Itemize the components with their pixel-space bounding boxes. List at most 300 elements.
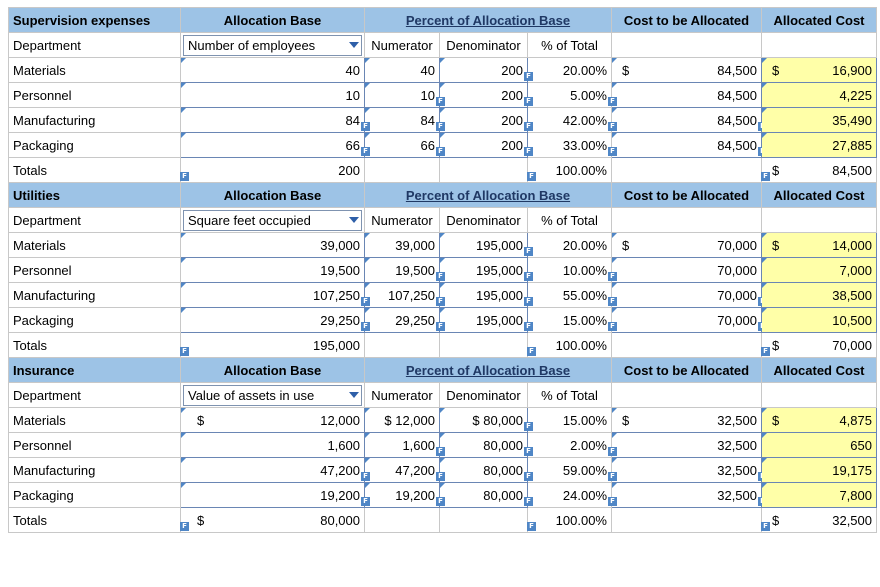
denominator-value[interactable]: 80,000 — [483, 437, 523, 453]
allocated-cost-input[interactable] — [762, 258, 877, 283]
totals-row — [9, 158, 877, 183]
input-marker-icon — [612, 58, 617, 63]
currency-symbol: $ — [197, 512, 205, 528]
numerator-input[interactable] — [365, 433, 443, 458]
percent-of-total — [528, 283, 615, 308]
sub-den: Denominator — [446, 37, 521, 53]
percent-of-total — [528, 133, 615, 158]
numerator-value[interactable]: 19,500 — [395, 262, 435, 278]
denominator-value[interactable]: 195,000 — [476, 262, 523, 278]
input-marker-icon — [365, 308, 370, 313]
cost-to-allocate-input[interactable] — [612, 133, 762, 158]
percent-of-total — [528, 83, 615, 108]
allocated-cost-input[interactable] — [762, 108, 877, 133]
currency-symbol: $ — [622, 412, 630, 428]
allocated-cost-value[interactable]: 7,000 — [839, 262, 872, 278]
numerator-input[interactable] — [365, 58, 440, 83]
headers-alloc: Allocated Cost — [773, 12, 865, 28]
allocated-cost-value[interactable]: 27,885 — [832, 137, 872, 153]
denominator-input[interactable] — [440, 483, 531, 508]
allocated-cost-value[interactable]: 38,500 — [832, 287, 872, 303]
percent-of-total — [528, 233, 612, 258]
formula-icon: F — [436, 497, 445, 506]
currency-symbol: $ — [772, 162, 780, 178]
headers-alloc: Allocated Cost — [773, 362, 865, 378]
formula-icon: F — [524, 497, 533, 506]
allocated-cost-value[interactable]: 10,500 — [832, 312, 872, 328]
input-marker-icon — [762, 458, 767, 463]
input-marker-icon — [440, 108, 445, 113]
cost-to-be-allocated-header — [612, 8, 762, 33]
denominator-value[interactable]: 80,000 — [483, 487, 523, 503]
allocated-cost-input[interactable] — [762, 233, 877, 258]
currency-symbol: $ — [622, 237, 630, 253]
cost-to-allocate-input[interactable] — [612, 108, 762, 133]
input-marker-icon — [440, 83, 445, 88]
denominator-value[interactable]: 195,000 — [476, 312, 523, 328]
numerator-value[interactable]: 10 — [420, 87, 435, 103]
table-row — [9, 408, 877, 433]
formula-icon: F — [608, 147, 617, 156]
cost-to-allocate-input[interactable] — [612, 258, 762, 283]
percent-value: 55.00% — [562, 287, 607, 303]
formula-icon: F — [180, 347, 189, 356]
input-marker-icon — [762, 258, 767, 263]
numerator-input[interactable] — [365, 408, 440, 433]
empty-cell — [612, 333, 762, 358]
cost-to-allocate-input[interactable] — [612, 433, 762, 458]
headers-cost: Cost to be Allocated — [623, 12, 750, 28]
formula-icon: F — [524, 297, 533, 306]
denominator-input[interactable] — [440, 258, 531, 283]
headers-base: Allocation Base — [223, 12, 322, 28]
allocation-base-value[interactable]: 39,000 — [320, 237, 360, 253]
allocation-base-value[interactable]: 19,200 — [320, 487, 360, 503]
cost-value[interactable]: 32,500 — [717, 412, 757, 428]
input-marker-icon — [440, 433, 445, 438]
sub-dept: Department — [13, 387, 81, 403]
table-row — [9, 233, 877, 258]
input-marker-icon — [181, 58, 186, 63]
denominator-input[interactable] — [440, 458, 531, 483]
allocated-cost-value[interactable]: 4,225 — [839, 87, 872, 103]
total-allocated-cost — [762, 158, 877, 183]
input-marker-icon — [612, 408, 617, 413]
numerator-input[interactable] — [365, 133, 443, 158]
percent-value: 20.00% — [562, 62, 607, 78]
formula-icon: F — [361, 322, 370, 331]
input-marker-icon — [440, 283, 445, 288]
empty-cell — [365, 333, 440, 358]
total-base-value: 200 — [338, 162, 360, 178]
numerator-input[interactable] — [365, 283, 443, 308]
allocation-base-value[interactable]: 84 — [345, 112, 360, 128]
total-allocated-cost — [762, 508, 877, 533]
input-marker-icon — [365, 58, 370, 63]
denominator-value[interactable]: 200 — [501, 62, 523, 78]
input-marker-icon — [365, 458, 370, 463]
total-percent-value: 100.00% — [555, 337, 607, 353]
allocation-base-value[interactable]: 10 — [345, 87, 360, 103]
numerator-value[interactable]: 66 — [420, 137, 435, 153]
empty-cell — [440, 508, 528, 533]
allocated-cost-value[interactable]: 650 — [850, 437, 872, 453]
headers-base: Allocation Base — [223, 362, 322, 378]
allocated-cost-value[interactable]: 16,900 — [832, 62, 872, 78]
input-marker-icon — [440, 308, 445, 313]
input-marker-icon — [181, 458, 186, 463]
allocated-cost-input[interactable] — [762, 58, 877, 83]
allocated-cost-value[interactable]: 7,800 — [839, 487, 872, 503]
cost-to-allocate-input[interactable] — [612, 58, 762, 83]
input-marker-icon — [612, 483, 617, 488]
table-row — [9, 83, 877, 108]
denominator-input[interactable] — [440, 58, 531, 83]
sub-num: Numerator — [371, 37, 433, 53]
formula-icon: F — [436, 97, 445, 106]
input-marker-icon — [365, 283, 370, 288]
department-label — [9, 208, 181, 233]
allocation-base-value[interactable]: 66 — [345, 137, 360, 153]
total-percent — [528, 333, 612, 358]
input-marker-icon — [612, 433, 617, 438]
denominator-input[interactable] — [440, 283, 531, 308]
denominator-label — [440, 33, 528, 58]
formula-icon: F — [524, 147, 533, 156]
empty-cell — [440, 158, 528, 183]
numerator-value[interactable]: 29,250 — [395, 312, 435, 328]
empty-cell — [612, 383, 762, 408]
total-percent — [528, 158, 612, 183]
allocation-base-value[interactable]: 47,200 — [320, 462, 360, 478]
currency-symbol: $ — [197, 412, 205, 428]
formula-icon: F — [524, 322, 533, 331]
department-name: Packaging — [9, 308, 181, 333]
numerator-value[interactable]: 84 — [420, 112, 435, 128]
allocated-cost-input[interactable] — [762, 308, 877, 333]
numerator-input[interactable] — [365, 258, 443, 283]
denominator-input[interactable] — [440, 133, 531, 158]
sub-dept: Department — [13, 37, 81, 53]
denominator-value[interactable]: 200 — [501, 112, 523, 128]
percent-of-allocation-base-header — [365, 8, 612, 33]
denominator-input[interactable] — [440, 83, 531, 108]
denominator-input[interactable] — [440, 233, 531, 258]
input-marker-icon — [365, 483, 370, 488]
denominator-value[interactable]: 200 — [501, 137, 523, 153]
allocation-base-input[interactable] — [181, 433, 365, 458]
allocation-base-input[interactable] — [181, 233, 365, 258]
cost-value[interactable]: 32,500 — [717, 462, 757, 478]
sub-num: Numerator — [371, 387, 433, 403]
allocated-cost-input[interactable] — [762, 433, 877, 458]
cost-to-allocate-input[interactable] — [612, 83, 762, 108]
input-marker-icon — [762, 283, 767, 288]
percent-value: 10.00% — [562, 262, 607, 278]
input-marker-icon — [181, 308, 186, 313]
department-name: Manufacturing — [9, 108, 181, 133]
table-row — [9, 133, 877, 158]
numerator-input[interactable] — [365, 108, 443, 133]
cost-to-allocate-input[interactable] — [612, 458, 762, 483]
allocation-basis-cell[interactable] — [181, 33, 365, 58]
currency-symbol: $ — [622, 62, 630, 78]
cost-value[interactable]: 84,500 — [717, 62, 757, 78]
input-marker-icon — [181, 108, 186, 113]
allocation-base-input[interactable] — [181, 483, 368, 508]
formula-icon: F — [361, 497, 370, 506]
department-name: Personnel — [9, 433, 181, 458]
numerator-label — [365, 208, 440, 233]
allocation-base-value[interactable]: 107,250 — [313, 287, 360, 303]
department-label — [9, 383, 181, 408]
department-name: Materials — [9, 233, 181, 258]
input-marker-icon — [365, 108, 370, 113]
allocated-cost-header — [762, 358, 877, 383]
formula-icon: F — [361, 122, 370, 131]
formula-icon: F — [524, 122, 533, 131]
formula-icon: F — [436, 272, 445, 281]
totals-label: Totals — [9, 158, 181, 183]
numerator-input[interactable] — [365, 483, 443, 508]
allocation-base-input[interactable] — [181, 83, 365, 108]
department-name: Packaging — [9, 133, 181, 158]
denominator-input[interactable] — [440, 433, 531, 458]
cost-to-be-allocated-header — [612, 358, 762, 383]
cost-value[interactable]: 84,500 — [717, 87, 757, 103]
chevron-down-icon[interactable] — [349, 42, 359, 48]
input-marker-icon — [181, 258, 186, 263]
denominator-value[interactable]: 200 — [501, 87, 523, 103]
input-marker-icon — [612, 458, 617, 463]
allocation-base-input[interactable] — [181, 458, 368, 483]
formula-icon: F — [361, 297, 370, 306]
cost-value[interactable]: 32,500 — [717, 487, 757, 503]
allocation-base-header — [181, 8, 365, 33]
total-percent-value: 100.00% — [555, 162, 607, 178]
table-row — [9, 58, 877, 83]
percent-total-label — [528, 383, 612, 408]
input-marker-icon — [181, 133, 186, 138]
formula-icon: F — [608, 497, 617, 506]
empty-cell — [365, 158, 440, 183]
allocation-basis-select[interactable] — [183, 210, 362, 231]
total-allocation-base — [181, 508, 365, 533]
numerator-value[interactable]: $ 12,000 — [384, 412, 435, 428]
sub-basis: Number of employees — [188, 37, 316, 53]
headers-pct: Percent of Allocation Base — [405, 187, 571, 203]
denominator-input[interactable] — [440, 308, 531, 333]
denominator-value[interactable]: 80,000 — [483, 462, 523, 478]
cost-to-be-allocated-header — [612, 183, 762, 208]
formula-icon: F — [180, 172, 189, 181]
empty-cell — [612, 208, 762, 233]
input-marker-icon — [440, 408, 445, 413]
chevron-down-icon[interactable] — [349, 217, 359, 223]
formula-icon: F — [608, 447, 617, 456]
input-marker-icon — [440, 458, 445, 463]
allocated-cost-value[interactable]: 14,000 — [832, 237, 872, 253]
total-allocated-value: 84,500 — [832, 162, 872, 178]
allocation-base-value[interactable]: 19,500 — [320, 262, 360, 278]
table-row — [9, 283, 877, 308]
empty-cell — [612, 158, 762, 183]
title: Insurance — [13, 362, 75, 378]
denominator-value[interactable]: $ 80,000 — [472, 412, 523, 428]
numerator-value[interactable]: 107,250 — [388, 287, 435, 303]
allocation-base-input[interactable] — [181, 258, 365, 283]
input-marker-icon — [762, 133, 767, 138]
sub-pct: % of Total — [541, 212, 598, 228]
input-marker-icon — [612, 108, 617, 113]
percent-value: 33.00% — [562, 137, 607, 153]
allocated-cost-value[interactable]: 19,175 — [832, 462, 872, 478]
allocation-base-value[interactable]: 1,600 — [327, 437, 360, 453]
numerator-input[interactable] — [365, 83, 443, 108]
cost-value[interactable]: 84,500 — [717, 112, 757, 128]
cost-to-allocate-input[interactable] — [612, 283, 762, 308]
input-marker-icon — [365, 83, 370, 88]
cost-to-allocate-input[interactable] — [612, 233, 762, 258]
allocated-cost-input[interactable] — [762, 133, 877, 158]
denominator-value[interactable]: 195,000 — [476, 237, 523, 253]
input-marker-icon — [181, 433, 186, 438]
allocated-cost-header — [762, 8, 877, 33]
allocation-basis-select[interactable] — [183, 385, 362, 406]
sub-dept: Department — [13, 212, 81, 228]
cost-value[interactable]: 70,000 — [717, 312, 757, 328]
cost-value[interactable]: 32,500 — [717, 437, 757, 453]
percent-value: 24.00% — [562, 487, 607, 503]
allocation-base-input[interactable] — [181, 308, 368, 333]
formula-icon: F — [608, 97, 617, 106]
percent-of-total — [528, 308, 615, 333]
input-marker-icon — [181, 408, 186, 413]
headers-pct: Percent of Allocation Base — [405, 362, 571, 378]
percent-value: 42.00% — [562, 112, 607, 128]
formula-icon: F — [436, 297, 445, 306]
input-marker-icon — [612, 308, 617, 313]
allocation-base-value[interactable]: 12,000 — [320, 412, 360, 428]
denominator-input[interactable] — [440, 408, 531, 433]
cost-to-allocate-input[interactable] — [612, 408, 762, 433]
empty-cell — [762, 208, 877, 233]
allocated-cost-input[interactable] — [762, 458, 877, 483]
cost-to-allocate-input[interactable] — [612, 483, 762, 508]
cost-value[interactable]: 70,000 — [717, 262, 757, 278]
allocated-cost-input[interactable] — [762, 283, 877, 308]
numerator-input[interactable] — [365, 233, 440, 258]
title: Utilities — [13, 187, 60, 203]
numerator-value[interactable]: 1,600 — [402, 437, 435, 453]
numerator-input[interactable] — [365, 458, 443, 483]
cost-value[interactable]: 70,000 — [717, 237, 757, 253]
allocation-basis-cell[interactable] — [181, 383, 365, 408]
input-marker-icon — [440, 258, 445, 263]
allocation-base-value[interactable]: 40 — [345, 62, 360, 78]
department-name: Materials — [9, 58, 181, 83]
currency-symbol: $ — [772, 62, 780, 78]
numerator-value[interactable]: 40 — [420, 62, 435, 78]
percent-value: 20.00% — [562, 237, 607, 253]
sub-pct: % of Total — [541, 37, 598, 53]
allocated-cost-input[interactable] — [762, 483, 877, 508]
headers-pct: Percent of Allocation Base — [405, 12, 571, 28]
allocation-base-input[interactable] — [181, 283, 368, 308]
numerator-label — [365, 33, 440, 58]
empty-cell — [612, 508, 762, 533]
allocation-base-input[interactable] — [181, 408, 365, 433]
formula-icon: F — [524, 247, 533, 256]
numerator-value[interactable]: 47,200 — [395, 462, 435, 478]
percent-value: 15.00% — [562, 312, 607, 328]
formula-icon: F — [527, 347, 536, 356]
formula-icon: F — [524, 422, 533, 431]
chevron-down-icon[interactable] — [349, 392, 359, 398]
input-marker-icon — [612, 258, 617, 263]
table-row — [9, 258, 877, 283]
formula-icon: F — [436, 447, 445, 456]
total-allocation-base — [181, 158, 365, 183]
numerator-input[interactable] — [365, 308, 443, 333]
denominator-label — [440, 208, 528, 233]
sub-den: Denominator — [446, 212, 521, 228]
allocation-base-input[interactable] — [181, 133, 368, 158]
formula-icon: F — [436, 122, 445, 131]
table-row — [9, 483, 877, 508]
input-marker-icon — [181, 483, 186, 488]
formula-icon: F — [524, 272, 533, 281]
numerator-value[interactable]: 39,000 — [395, 237, 435, 253]
totals-label: Totals — [9, 333, 181, 358]
sub-basis: Value of assets in use — [188, 387, 315, 403]
currency-symbol: $ — [772, 512, 780, 528]
table-row — [9, 108, 877, 133]
allocation-basis-select[interactable] — [183, 35, 362, 56]
currency-symbol: $ — [772, 412, 780, 428]
allocated-cost-value[interactable]: 35,490 — [832, 112, 872, 128]
percent-of-total — [528, 258, 615, 283]
formula-icon: F — [761, 172, 770, 181]
input-marker-icon — [612, 233, 617, 238]
denominator-value[interactable]: 195,000 — [476, 287, 523, 303]
section-subheader-row — [9, 33, 877, 58]
section-title — [9, 8, 181, 33]
allocation-base-input[interactable] — [181, 58, 365, 83]
formula-icon: F — [761, 347, 770, 356]
totals-row — [9, 333, 877, 358]
allocation-basis-cell[interactable] — [181, 208, 365, 233]
empty-cell — [612, 33, 762, 58]
denominator-input[interactable] — [440, 108, 531, 133]
percent-of-total — [528, 58, 612, 83]
allocation-base-input[interactable] — [181, 108, 368, 133]
cost-value[interactable]: 84,500 — [717, 137, 757, 153]
section-header-row — [9, 358, 877, 383]
allocated-cost-input[interactable] — [762, 83, 877, 108]
allocation-base-value[interactable]: 29,250 — [320, 312, 360, 328]
headers-alloc: Allocated Cost — [773, 187, 865, 203]
headers-cost: Cost to be Allocated — [623, 187, 750, 203]
cost-to-allocate-input[interactable] — [612, 308, 762, 333]
numerator-value[interactable]: 19,200 — [395, 487, 435, 503]
input-marker-icon — [365, 133, 370, 138]
sub-num: Numerator — [371, 212, 433, 228]
percent-value: 15.00% — [562, 412, 607, 428]
allocated-cost-input[interactable] — [762, 408, 877, 433]
cost-value[interactable]: 70,000 — [717, 287, 757, 303]
allocated-cost-value[interactable]: 4,875 — [839, 412, 872, 428]
